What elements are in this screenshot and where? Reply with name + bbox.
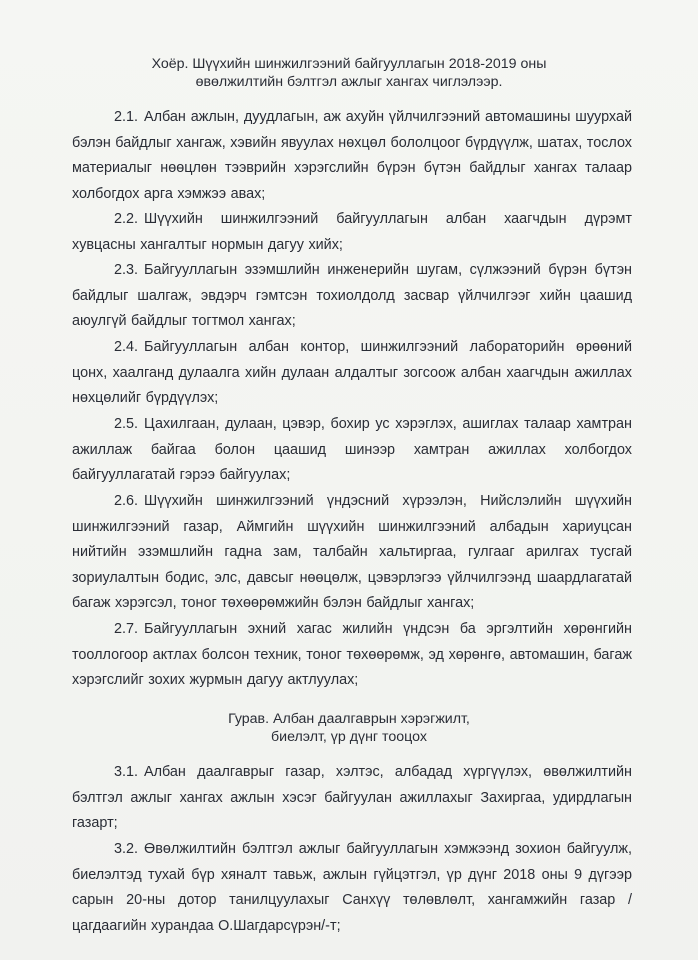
paragraph-text: Өвөлжилтийн бэлтгэл ажлыг байгууллагын хэмжээнд зохион байгуулж, биелэлтэд тухай бүр хяналт тавьж, ажлын гүйцэтгэл, үр дүнг 2018 оны 9 дүгээр сарын 20-ны дотор танилцуулахыг Санхүү төлөвлөлт, хангамжийн газар /цагдаагийн хурандаа О.Шагдарсүрэн/-т;	[72, 841, 632, 934]
paragraph-number: 2.1.	[114, 109, 139, 125]
paragraph-2-2	[72, 207, 632, 258]
section-3-heading-line: биелэлт, үр дүнг тооцох	[271, 729, 427, 745]
paragraph-text: Байгууллагын албан контор, шинжилгээний лабораторийн өрөөний цонх, хаалганд дулаалга хийн дулаан алдалтыг зогсоож албан хаагчдын ажиллах нөхцөлийг бүрдүүлэх;	[72, 339, 632, 407]
paragraph-text: Цахилгаан, дулаан, цэвэр, бохир ус хэрэглэх, ашиглах талаар хамтран ажиллаж байгаа болон цаашид шинээр хамтран ажиллах холбогдох байгууллагатай гэрээ байгуулах;	[72, 416, 632, 484]
paragraph-number: 2.3.	[114, 262, 139, 278]
section-3-heading	[0, 710, 698, 746]
paragraph-text: Байгууллагын эхний хагас жилийн үндсэн ба эргэлтийн хөрөнгийн тооллогоор актлах болсон техник, тоног төхөөрөмж, эд хөрөнгө, автомашин, багаж хэрэгслийг зохих журмын дагуу актлуулах;	[72, 621, 632, 689]
paragraph-number: 2.4.	[114, 339, 139, 355]
paragraph-text: Албан ажлын, дуудлагын, аж ахуйн үйлчилгээний автомашины шуурхай бэлэн байдлыг хангаж, хэвийн явуулах нөхцөл бололцоог бүрдүүлж, шатах, тослох материалыг нөөцлөн тээврийн хэрэгслийн бүрэн бүтэн байдлыг хангах талаар холбогдох арга хэмжээ авах;	[72, 109, 632, 202]
paragraph-2-4	[72, 335, 632, 412]
paragraph-3-2	[72, 837, 632, 939]
section-3-heading-line: Гурав. Албан даалгаврын хэрэгжилт,	[228, 711, 470, 727]
paragraph-3-1	[72, 760, 632, 837]
section-2-heading	[0, 55, 698, 91]
section-2-heading-line: Хоёр. Шүүхийн шинжилгээний байгууллагын 2018-2019 оны	[151, 56, 547, 72]
paragraph-2-5	[72, 412, 632, 489]
paragraph-number: 2.6.	[114, 493, 139, 509]
paragraph-text: Шүүхийн шинжилгээний байгууллагын албан хаагчдын дүрэмт хувцасны хангалтыг нормын дагуу хийх;	[72, 211, 632, 253]
paragraph-text: Шүүхийн шинжилгээний үндэсний хүрээлэн, Нийслэлийн шүүхийн шинжилгээний газар, Аймгийн шүүхийн шинжилгээний албадын хариуцсан нийтийн эзэмшлийн гадна зам, талбайн хальтиргаа, гулгааг арилгах тусгай зориулалтын бодис, элс, давсыг нөөцөлж, цэвэрлэгээ үйлчилгээнд шаардлагатай багаж хэрэгсэл, тоног төхөөрөмжийн бэлэн байдлыг хангах;	[72, 493, 632, 612]
paragraph-2-3	[72, 258, 632, 335]
paragraph-text: Байгууллагын эзэмшлийн инженерийн шугам, сүлжээний бүрэн бүтэн байдлыг шалгаж, эвдэрч гэмтсэн тохиолдолд засвар үйлчилгээг хийн цаашид аюулгүй байдлыг тогтмол хангах;	[72, 262, 632, 330]
section-2-heading-line: өвөлжилтийн бэлтгэл ажлыг хангах чиглэлээр.	[195, 74, 503, 90]
paragraph-number: 3.1.	[114, 764, 139, 780]
paragraph-number: 2.5.	[114, 416, 139, 432]
paragraph-2-7	[72, 617, 632, 694]
paragraph-number: 2.2.	[114, 211, 139, 227]
paragraph-text: Албан даалгаврыг газар, хэлтэс, албадад хүргүүлэх, өвөлжилтийн бэлтгэл ажлыг хангах ажлын хэсэг байгуулан ажиллахыг Захиргаа, удирдлагын газарт;	[72, 764, 632, 832]
paragraph-number: 2.7.	[114, 621, 139, 637]
paragraph-2-6	[72, 489, 632, 617]
paragraph-number: 3.2.	[114, 841, 139, 857]
paragraph-2-1	[72, 105, 632, 207]
